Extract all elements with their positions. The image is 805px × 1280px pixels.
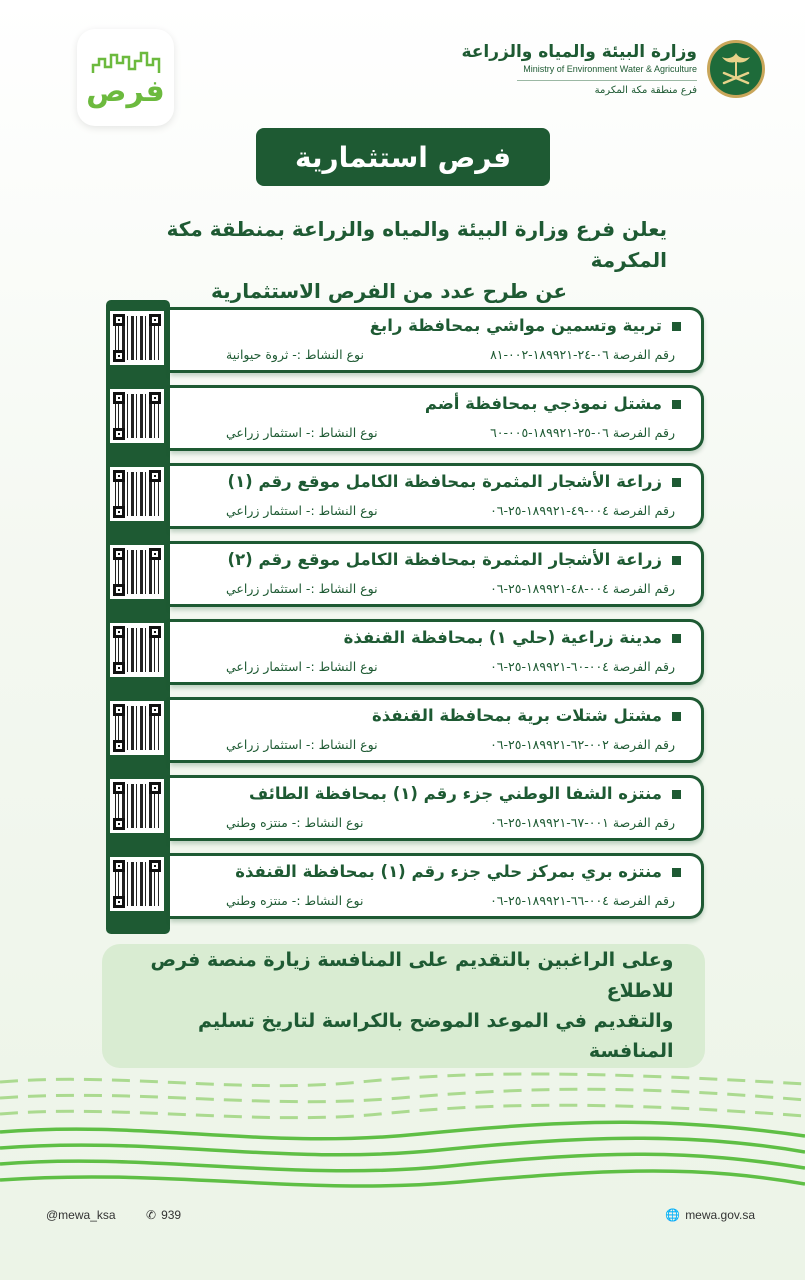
opportunity-card[interactable]: [170, 463, 704, 529]
qr-code-icon[interactable]: [110, 311, 164, 365]
opportunity-id: رقم الفرصة ٠٠١-٦٧-١٨٩٩٢١-٢٥-٠٦: [490, 815, 675, 830]
opportunity-title: منتزه بري بمركز حلي جزء رقم (١) بمحافظة القنفذة: [235, 862, 681, 881]
announcement-line-2: عن طرح عدد من الفرص الاستثمارية: [211, 279, 567, 303]
opportunity-id: رقم الفرصة ٠٠٤-٦٠-١٨٩٩٢١-٢٥-٠٦: [490, 659, 675, 674]
opportunity-id: رقم الفرصة ٠٠٢-٦٢-١٨٩٩٢١-٢٥-٠٦: [490, 737, 675, 752]
ministry-header: [461, 36, 765, 116]
opportunity-title: مدينة زراعية (حلي ١) بمحافظة القنفذة: [344, 628, 681, 647]
announcement: [107, 214, 667, 307]
phone-number[interactable]: ✆ 939: [146, 1208, 182, 1222]
opportunity-card[interactable]: [170, 775, 704, 841]
bullet-icon: [672, 556, 681, 565]
ministry-emblem-icon: [707, 40, 765, 98]
opportunity-title: مشتل نموذجي بمحافظة أضم: [425, 394, 681, 413]
opportunity-id: رقم الفرصة ٠٦-٢٥-١٨٩٩٢١-٠٠٥-٦٠: [490, 425, 675, 440]
globe-icon: 🌐: [665, 1208, 681, 1222]
qr-code-icon[interactable]: [110, 467, 164, 521]
ministry-name-en: Ministry of Environment Water & Agriculture: [523, 64, 697, 74]
divider: [517, 80, 697, 81]
opportunity-title: منتزه الشفا الوطني جزء رقم (١) بمحافظة الطائف: [249, 784, 681, 803]
opportunity-title: زراعة الأشجار المثمرة بمحافظة الكامل موقع رقم (١): [228, 472, 681, 491]
info-box: [102, 944, 705, 1068]
qr-code-icon[interactable]: [110, 545, 164, 599]
app-logo-text: فرص: [86, 73, 165, 109]
title-banner: [256, 128, 550, 186]
ministry-text: [461, 42, 697, 96]
opportunity-type: نوع النشاط :- استثمار زراعي: [226, 581, 378, 596]
opportunity-card[interactable]: [170, 619, 704, 685]
opportunity-card[interactable]: [170, 307, 704, 373]
opportunity-title: مشتل شتلات برية بمحافظة القنفذة: [372, 706, 681, 725]
branch-name: فرع منطقة مكة المكرمة: [594, 85, 697, 96]
ministry-name-ar: وزارة البيئة والمياه والزراعة: [461, 42, 697, 62]
info-line-1: وعلى الراغبين بالتقديم على المنافسة زيارة منصة فرص للاطلاع: [150, 949, 674, 1002]
bullet-icon: [672, 790, 681, 799]
bullet-icon: [672, 400, 681, 409]
opportunity-card[interactable]: [170, 853, 704, 919]
skyline-icon: [91, 49, 161, 75]
opportunity-type: نوع النشاط :- استثمار زراعي: [226, 425, 378, 440]
opportunity-card[interactable]: [170, 541, 704, 607]
phone-icon: ✆: [146, 1208, 157, 1222]
qr-code-icon[interactable]: [110, 857, 164, 911]
website-link[interactable]: 🌐 mewa.gov.sa: [665, 1208, 755, 1222]
qr-code-icon[interactable]: [110, 701, 164, 755]
decorative-waves: [0, 1070, 805, 1200]
qr-code-icon[interactable]: [110, 389, 164, 443]
opportunity-id: رقم الفرصة ٠٠٤-٤٨-١٨٩٩٢١-٢٥-٠٦: [490, 581, 675, 596]
footer: [0, 1200, 805, 1232]
announcement-line-1: يعلن فرع وزارة البيئة والمياه والزراعة بمنطقة مكة المكرمة: [166, 217, 667, 272]
forsa-app-logo: [77, 29, 174, 126]
opportunity-type: نوع النشاط :- استثمار زراعي: [226, 503, 378, 518]
opportunity-title: زراعة الأشجار المثمرة بمحافظة الكامل موقع رقم (٢): [228, 550, 681, 569]
opportunity-id: رقم الفرصة ٠٠٤-٤٩-١٨٩٩٢١-٢٥-٠٦: [490, 503, 675, 518]
opportunity-card[interactable]: [170, 697, 704, 763]
bullet-icon: [672, 712, 681, 721]
info-text: [134, 945, 674, 1067]
social-handle[interactable]: @mewa_ksa: [46, 1208, 116, 1222]
bullet-icon: [672, 634, 681, 643]
info-line-2: والتقديم في الموعد الموضح بالكراسة لتاريخ تسليم المنافسة: [197, 1010, 674, 1063]
bullet-icon: [672, 868, 681, 877]
opportunity-type: نوع النشاط :- ثروة حيوانية: [226, 347, 364, 362]
opportunity-id: رقم الفرصة ٠٦-٢٤-١٨٩٩٢١-٠٠٢-٨١: [490, 347, 675, 362]
qr-code-icon[interactable]: [110, 623, 164, 677]
bullet-icon: [672, 478, 681, 487]
opportunity-id: رقم الفرصة ٠٠٤-٦٦-١٨٩٩٢١-٢٥-٠٦: [490, 893, 675, 908]
opportunity-card[interactable]: [170, 385, 704, 451]
page-title: فرص استثمارية: [294, 140, 512, 174]
opportunity-type: نوع النشاط :- منتزه وطني: [226, 815, 364, 830]
opportunity-type: نوع النشاط :- استثمار زراعي: [226, 659, 378, 674]
opportunity-title: تربية وتسمين مواشي بمحافظة رابغ: [370, 316, 681, 335]
bullet-icon: [672, 322, 681, 331]
opportunity-type: نوع النشاط :- استثمار زراعي: [226, 737, 378, 752]
opportunity-type: نوع النشاط :- منتزه وطني: [226, 893, 364, 908]
qr-code-icon[interactable]: [110, 779, 164, 833]
